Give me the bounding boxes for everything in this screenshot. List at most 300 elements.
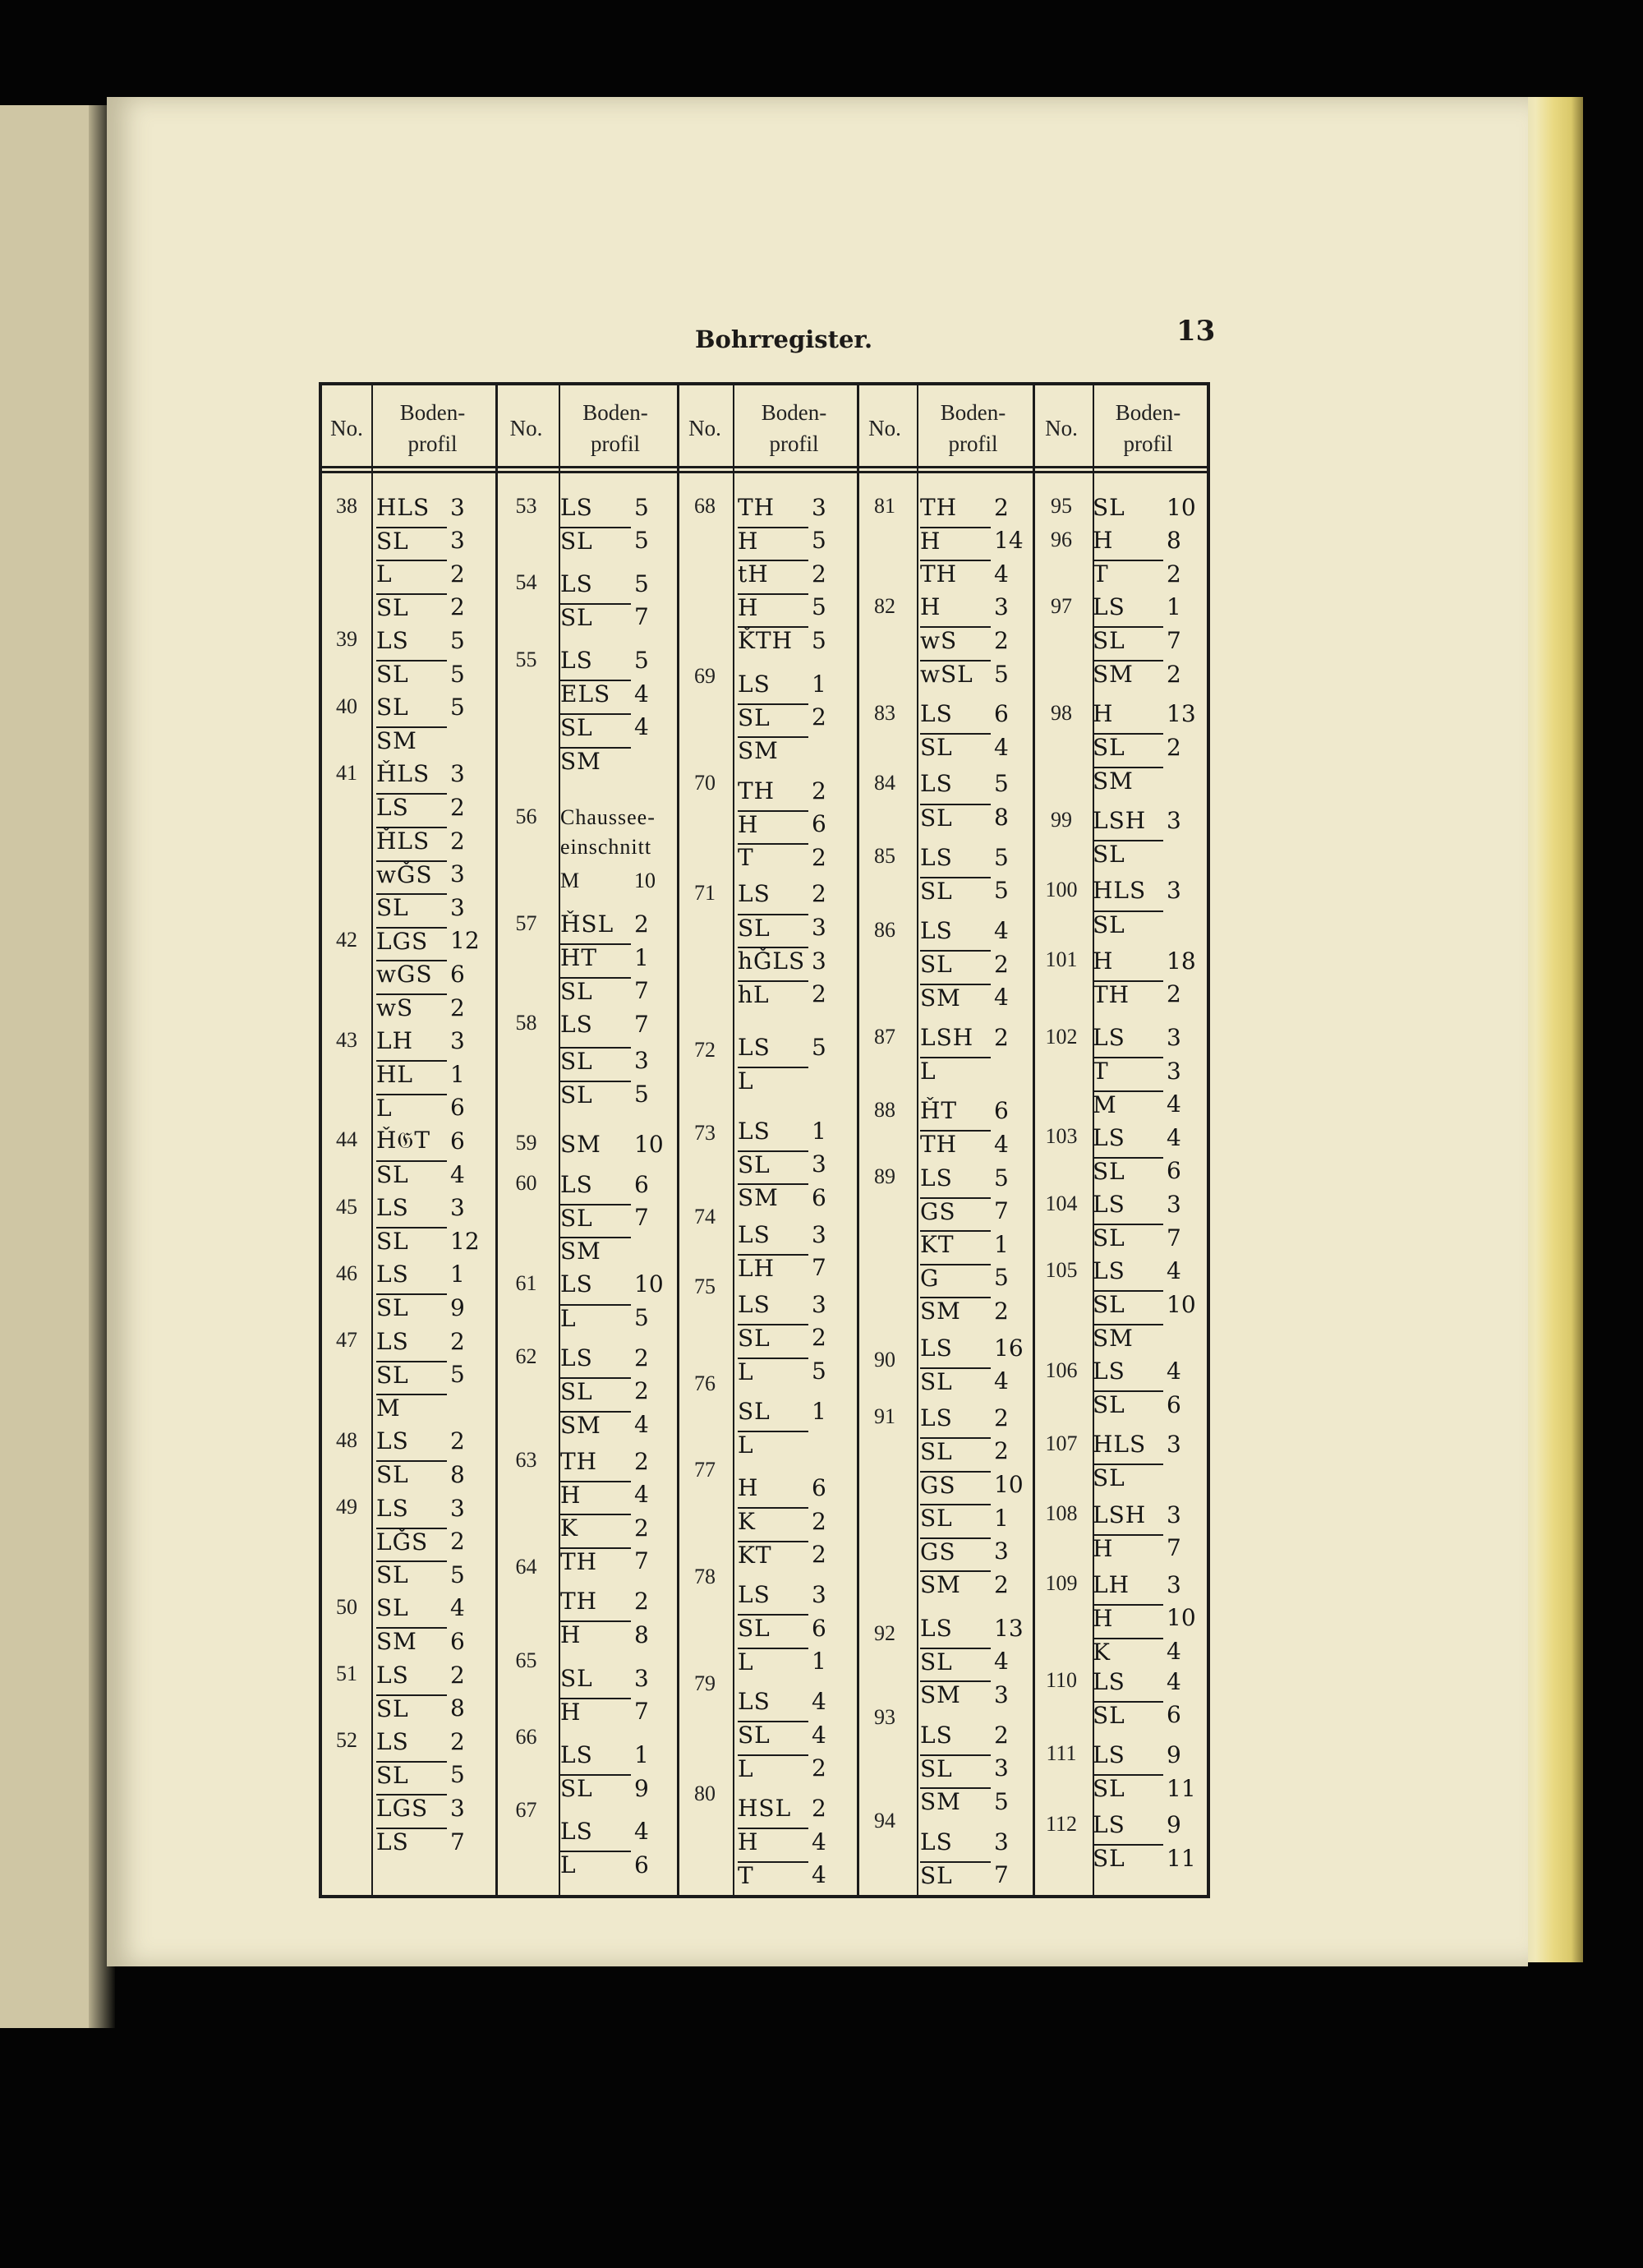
depth-value: 2 (812, 560, 826, 588)
depth-value: 13 (994, 1614, 1024, 1642)
soil-profile-entry (560, 1044, 667, 1077)
soil-symbol: H (1093, 1534, 1163, 1562)
soil-profile-entry (376, 1491, 483, 1524)
depth-value: 5 (450, 1761, 465, 1789)
soil-symbol: K (560, 1514, 631, 1542)
depth-value: 4 (994, 1130, 1009, 1158)
soil-symbol: TH (920, 560, 991, 588)
soil-symbol: L (738, 1067, 808, 1095)
soil-symbol: H (920, 527, 991, 555)
depth-value: 3 (450, 1494, 465, 1522)
depth-value: 3 (812, 914, 826, 942)
soil-symbol: LS (920, 917, 953, 945)
soil-profile-entry (560, 677, 667, 710)
depth-value: 10 (634, 1130, 664, 1158)
soil-symbol: LS (1093, 1257, 1125, 1285)
soil-symbol: SM (1093, 660, 1163, 688)
soil-profile-entry (738, 1859, 845, 1892)
soil-profile-entry (738, 1114, 845, 1147)
depth-value: 4 (812, 1721, 826, 1749)
soil-symbol: LS (376, 793, 447, 821)
soil-profile-entry (560, 1815, 667, 1848)
soil-symbol: LS (560, 1344, 593, 1371)
soil-symbol: TH (1093, 980, 1163, 1008)
soil-profile-entry (560, 1078, 667, 1111)
depth-value: 2 (812, 880, 826, 908)
boring-number: 106 (1045, 1358, 1078, 1382)
soil-symbol: LS (920, 700, 953, 728)
soil-symbol: LS (920, 1164, 953, 1192)
header-no: No. (1045, 416, 1078, 440)
soil-symbol: LS (1093, 1123, 1125, 1151)
soil-profile-entry (920, 698, 1027, 731)
boring-number: 103 (1045, 1124, 1078, 1149)
soil-profile-entry (376, 591, 483, 624)
column-divider (371, 382, 373, 1898)
depth-value: 4 (812, 1687, 826, 1715)
soil-profile-entry (376, 924, 483, 957)
depth-value: 3 (812, 1150, 826, 1178)
boring-number: 95 (1051, 494, 1072, 518)
boring-number: 101 (1045, 947, 1078, 972)
soil-profile-entry (1093, 1255, 1199, 1288)
depth-value: 2 (634, 1377, 649, 1405)
depth-value: 3 (1167, 1500, 1181, 1528)
soil-symbol: SM (376, 1627, 447, 1655)
soil-profile-entry (376, 791, 483, 823)
soil-symbol: G (920, 1264, 991, 1292)
boring-number: 99 (1051, 807, 1072, 832)
soil-symbol: M (1093, 1090, 1163, 1118)
soil-profile-entry (920, 1435, 1027, 1468)
soil-symbol: SL (376, 1227, 447, 1255)
soil-symbol: SL (920, 1504, 991, 1532)
soil-symbol: SL (560, 977, 631, 1005)
depth-value: 7 (634, 1698, 649, 1726)
soil-symbol: LS (1093, 1811, 1125, 1839)
soil-symbol: hL (738, 980, 808, 1008)
soil-profile-entry (1093, 1809, 1199, 1842)
soil-symbol: ELS (560, 680, 631, 708)
soil-symbol: SL (1093, 1701, 1163, 1729)
soil-profile-entry (560, 567, 667, 600)
depth-value: 4 (994, 917, 1009, 945)
boring-number: 38 (336, 494, 357, 518)
soil-symbol: SL (560, 713, 631, 741)
soil-symbol: LS (560, 493, 593, 521)
depth-value: 3 (994, 1828, 1009, 1855)
depth-value: 5 (634, 493, 649, 521)
soil-profile-entry (1093, 837, 1163, 870)
soil-profile-entry (920, 557, 1027, 590)
depth-value: 4 (994, 733, 1009, 761)
soil-profile-entry (1093, 1428, 1199, 1461)
soil-profile-entry (560, 1127, 667, 1160)
soil-profile-entry (920, 801, 1027, 834)
soil-profile-entry (738, 774, 845, 807)
soil-profile-entry (920, 1401, 1027, 1434)
boring-number: 83 (874, 700, 895, 725)
depth-value: 2 (812, 843, 826, 871)
depth-value: 8 (450, 1694, 465, 1722)
depth-value: 4 (450, 1160, 465, 1188)
boring-number: 98 (1051, 700, 1072, 725)
soil-symbol: LS (1093, 1740, 1125, 1768)
soil-profile-entry (560, 1585, 667, 1618)
soil-profile-entry (1093, 1088, 1199, 1121)
soil-symbol: SL (920, 1367, 991, 1395)
soil-profile-entry (376, 624, 483, 657)
soil-symbol: LS (376, 626, 409, 654)
depth-value: 6 (994, 700, 1009, 728)
boring-number: 45 (336, 1194, 357, 1219)
soil-symbol: wGS (376, 960, 447, 988)
depth-value: 7 (994, 1861, 1009, 1889)
soil-profile-entry (560, 1772, 667, 1805)
depth-value: 4 (1167, 1358, 1181, 1385)
soil-profile-entry (920, 1535, 1027, 1568)
soil-profile-entry (920, 1468, 1027, 1501)
boring-number: 93 (874, 1704, 895, 1729)
soil-profile-entry (738, 1685, 845, 1717)
depth-value: 3 (1167, 807, 1181, 835)
soil-symbol: L (560, 1851, 631, 1878)
header-line: Boden- (761, 400, 827, 425)
boring-number: 77 (694, 1458, 716, 1482)
soil-symbol: KT (920, 1230, 991, 1258)
soil-symbol: LS (738, 880, 771, 908)
soil-profile-entry (920, 874, 1027, 907)
soil-symbol: LS (738, 670, 771, 698)
soil-symbol: LS (738, 1117, 771, 1145)
soil-symbol: L (738, 1754, 808, 1782)
depth-value: 3 (994, 1680, 1009, 1708)
depth-value: 2 (994, 1721, 1009, 1749)
soil-symbol: SL (560, 1204, 631, 1232)
soil-symbol: Ȟ𝔊T (376, 1127, 431, 1155)
soil-profile-entry (1093, 731, 1199, 763)
header-line: profil (407, 431, 458, 456)
soil-profile-entry (560, 1618, 667, 1651)
soil-symbol: SL (1093, 1224, 1163, 1252)
depth-value: 3 (1167, 877, 1181, 905)
soil-symbol: LS (560, 647, 593, 675)
boring-number: 82 (874, 593, 895, 618)
soil-profile-entry (560, 1234, 631, 1267)
depth-value: 3 (450, 1794, 465, 1822)
soil-profile-entry (738, 841, 845, 874)
soil-profile-entry (1093, 1635, 1199, 1668)
soil-symbol: SM (560, 747, 631, 775)
soil-symbol: LS (376, 1494, 409, 1522)
soil-profile-entry (920, 524, 1027, 557)
boring-number: 80 (694, 1782, 716, 1806)
soil-profile-entry (1093, 698, 1199, 731)
depth-value: 2 (994, 1437, 1009, 1465)
depth-value: 1 (812, 670, 826, 698)
soil-symbol: LS (376, 1427, 409, 1455)
soil-profile-entry (1093, 1842, 1199, 1874)
soil-profile-entry (560, 1341, 667, 1374)
soil-symbol: LH (376, 1027, 414, 1055)
soil-profile-entry (376, 1025, 483, 1058)
soil-symbol: SM (738, 736, 808, 764)
soil-profile-entry (376, 1725, 483, 1758)
soil-profile-entry (920, 1095, 1027, 1127)
soil-profile-entry (560, 524, 667, 557)
boring-number: 109 (1045, 1571, 1078, 1596)
depth-value: 13 (1167, 700, 1196, 728)
soil-symbol: LS (738, 1687, 771, 1715)
depth-value: 10 (994, 1471, 1024, 1499)
depth-value: 11 (1167, 1844, 1196, 1872)
soil-symbol: ȞLS (376, 760, 430, 788)
depth-value: 3 (634, 1047, 649, 1075)
header-line: Boden- (1115, 400, 1181, 425)
soil-symbol: Chaussee- (560, 804, 656, 829)
depth-value: 2 (634, 1588, 649, 1616)
soil-profile-entry (560, 1695, 667, 1728)
soil-symbol: SL (376, 1560, 447, 1588)
depth-value: 4 (634, 680, 649, 708)
boring-number: 52 (336, 1728, 357, 1753)
soil-symbol: T (738, 843, 808, 871)
soil-profile-entry (560, 1007, 667, 1040)
depth-value: 1 (994, 1504, 1009, 1532)
depth-value: 4 (994, 1367, 1009, 1395)
soil-profile-entry (920, 947, 1027, 980)
depth-value: 14 (994, 527, 1024, 555)
boring-number: 41 (336, 760, 357, 785)
soil-profile-entry (1093, 1388, 1199, 1421)
boring-number: 90 (874, 1348, 895, 1372)
depth-value: 3 (812, 947, 826, 975)
soil-symbol: SL (738, 1397, 771, 1425)
depth-value: 4 (634, 713, 649, 741)
column-divider (733, 382, 734, 1898)
soil-symbol: SM (560, 1130, 601, 1158)
soil-profile-entry (376, 758, 483, 791)
soil-profile-entry (920, 1859, 1027, 1892)
soil-symbol: SL (376, 694, 409, 721)
soil-profile-entry (1093, 1699, 1199, 1731)
soil-profile-entry (738, 524, 845, 557)
depth-value: 3 (450, 1027, 465, 1055)
depth-value: 10 (1167, 493, 1196, 521)
depth-value: 5 (994, 1264, 1009, 1292)
depth-value: 3 (450, 493, 465, 521)
soil-symbol: ǨTH (738, 626, 808, 654)
soil-profile-entry (738, 1252, 845, 1284)
soil-profile-entry (560, 1408, 667, 1441)
soil-profile-entry (738, 1148, 845, 1181)
boring-number: 71 (694, 880, 716, 905)
depth-value: 2 (1167, 980, 1181, 1008)
page-number: 13 (1176, 315, 1216, 348)
soil-symbol: L (738, 1648, 808, 1676)
soil-profile-entry (376, 1291, 483, 1324)
soil-profile-entry (1093, 1532, 1199, 1565)
header-bodenprofil (373, 387, 492, 469)
soil-symbol: LS (1093, 1667, 1125, 1695)
soil-profile-entry (376, 1558, 483, 1591)
soil-symbol: SM (1093, 767, 1163, 795)
soil-symbol: SM (376, 726, 447, 754)
depth-value: 2 (634, 1447, 649, 1475)
depth-value: 2 (450, 1727, 465, 1755)
depth-value: 18 (1167, 947, 1196, 975)
boring-number: 104 (1045, 1191, 1078, 1215)
depth-value: 4 (450, 1594, 465, 1622)
soil-symbol: SL (376, 660, 447, 688)
depth-value: 2 (450, 1661, 465, 1689)
soil-profile-entry (376, 1592, 483, 1625)
soil-symbol: TH (920, 493, 958, 521)
soil-symbol: SL (1093, 733, 1163, 761)
soil-profile-entry (920, 1228, 1027, 1261)
depth-value: 5 (450, 626, 465, 654)
header-line: Boden- (399, 400, 466, 425)
depth-value: 9 (450, 1293, 465, 1321)
soil-profile-entry (560, 975, 667, 1007)
depth-value: 2 (450, 560, 465, 588)
soil-profile-entry (376, 991, 483, 1024)
boring-number: 94 (874, 1808, 895, 1832)
soil-profile-entry (376, 824, 483, 857)
soil-profile-entry (920, 731, 1027, 763)
soil-profile-entry (1093, 1461, 1163, 1494)
soil-profile-entry (376, 1192, 483, 1224)
soil-profile-entry (738, 701, 845, 734)
depth-value: 2 (450, 1528, 465, 1556)
soil-symbol: ȞLS (376, 827, 447, 855)
depth-value: 8 (994, 804, 1009, 832)
soil-symbol: LS (738, 1581, 771, 1609)
depth-value: 3 (994, 593, 1009, 621)
depth-value: 5 (812, 1034, 826, 1062)
boring-number: 70 (694, 770, 716, 795)
soil-profile-entry (376, 1224, 483, 1257)
depth-value: 4 (1167, 1257, 1181, 1285)
boring-number: 72 (694, 1037, 716, 1062)
boring-number: 50 (336, 1594, 357, 1619)
depth-value: 5 (994, 1164, 1009, 1192)
soil-symbol: SM (920, 1787, 991, 1815)
soil-profile-entry (738, 1825, 845, 1858)
soil-symbol: SL (738, 703, 808, 731)
soil-profile-entry (738, 1288, 845, 1321)
depth-value: 5 (812, 593, 826, 621)
soil-profile-entry (560, 1168, 667, 1201)
soil-symbol: SL (376, 893, 447, 921)
depth-value: 2 (812, 980, 826, 1008)
soil-symbol: H (738, 527, 808, 555)
soil-symbol: LH (738, 1254, 808, 1282)
soil-profile-entry (920, 1718, 1027, 1751)
depth-value: 3 (1167, 1431, 1181, 1459)
soil-profile-entry (738, 1394, 845, 1427)
soil-symbol: SM (920, 1680, 991, 1708)
header-rule-double (319, 471, 1210, 473)
soil-symbol: TH (560, 1447, 598, 1475)
depth-value: 1 (812, 1397, 826, 1425)
soil-profile-entry (1093, 804, 1199, 837)
soil-symbol: SL (376, 1293, 447, 1321)
soil-profile-entry (1093, 978, 1199, 1011)
depth-value: 5 (450, 1361, 465, 1389)
soil-profile-entry (560, 1848, 667, 1881)
depth-value: 2 (812, 703, 826, 731)
boring-number: 84 (874, 770, 895, 795)
soil-profile-entry (376, 1692, 483, 1725)
soil-profile-entry (560, 864, 667, 897)
soil-symbol: HLS (1093, 1431, 1147, 1459)
soil-profile-entry (920, 1645, 1027, 1678)
soil-symbol: TH (738, 493, 775, 521)
soil-symbol: SL (920, 877, 991, 905)
boring-number: 53 (515, 494, 537, 518)
soil-profile-entry (376, 1525, 483, 1558)
depth-value: 7 (812, 1254, 826, 1282)
depth-value: 5 (812, 1358, 826, 1385)
soil-symbol: LS (920, 843, 953, 871)
header-bodenprofil (557, 387, 674, 469)
soil-symbol: SL (376, 527, 447, 555)
boring-number: 107 (1045, 1431, 1078, 1455)
depth-value: 1 (812, 1648, 826, 1676)
soil-profile-entry (376, 957, 483, 990)
soil-symbol: SL (1093, 1390, 1163, 1418)
soil-symbol: SL (376, 1761, 447, 1789)
soil-symbol: K (1093, 1638, 1163, 1666)
soil-symbol: H (560, 1698, 631, 1726)
soil-profile-entry (920, 1261, 1027, 1294)
soil-symbol: H (1093, 700, 1114, 728)
soil-profile-entry (1093, 1121, 1199, 1154)
header-line: Boden- (940, 400, 1006, 425)
soil-profile-entry (376, 1058, 483, 1090)
boring-number: 74 (694, 1204, 716, 1228)
depth-value: 4 (994, 1648, 1009, 1676)
boring-number: 44 (336, 1127, 357, 1152)
boring-number: 76 (694, 1371, 716, 1395)
soil-symbol: HSL (738, 1794, 792, 1822)
depth-value: 5 (634, 1081, 649, 1109)
depth-value: 2 (450, 827, 465, 855)
boring-number: 112 (1045, 1811, 1078, 1836)
soil-symbol: H (738, 810, 808, 838)
boring-number: 89 (874, 1164, 895, 1189)
header-bodenprofil (917, 387, 1029, 469)
soil-symbol: hǦLS (738, 947, 808, 975)
boring-number: 78 (694, 1565, 716, 1589)
soil-profile-entry (376, 691, 483, 724)
soil-profile-entry (920, 1331, 1027, 1364)
depth-value: 4 (812, 1828, 826, 1855)
depth-value: 12 (450, 1227, 480, 1255)
soil-profile-entry (738, 944, 845, 977)
depth-value: 6 (812, 1183, 826, 1211)
soil-symbol: TH (560, 1547, 631, 1575)
depth-value: 6 (812, 1474, 826, 1502)
boring-number: 64 (515, 1555, 537, 1579)
boring-number: 111 (1046, 1741, 1077, 1766)
depth-value: 1 (634, 943, 649, 971)
soil-symbol: SL (560, 603, 631, 631)
soil-profile-entry (560, 1445, 667, 1477)
soil-profile-entry (738, 1611, 845, 1644)
soil-profile-entry (560, 1545, 667, 1578)
